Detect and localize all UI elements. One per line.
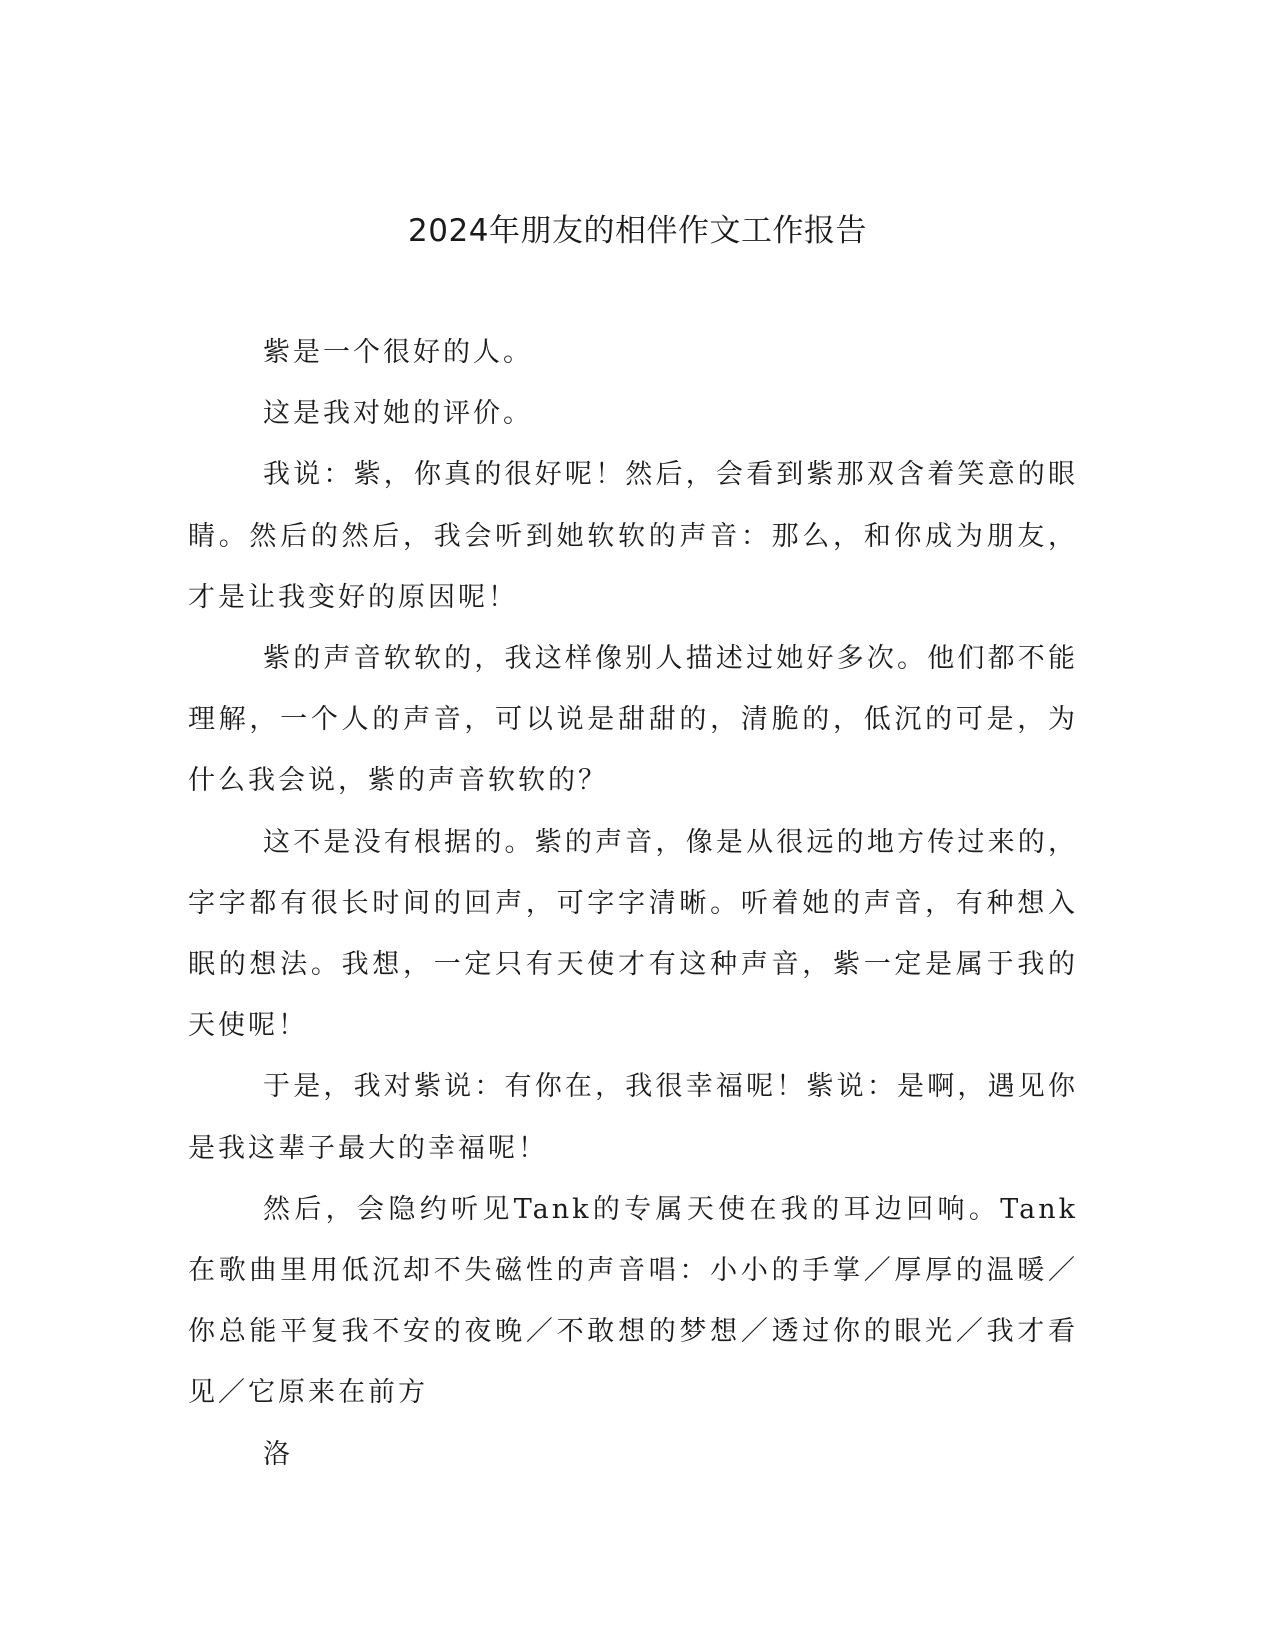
- paragraph-4: 紫的声音软软的，我这样像别人描述过她好多次。他们都不能理解，一个人的声音，可以说是甜甜的，清脆的，低沉的可是，为什么我会说，紫的声音软软的？: [188, 643, 1078, 797]
- paragraph-6: 于是，我对紫说：有你在，我很幸福呢！紫说：是啊，遇见你是我这辈子最大的幸福呢！: [188, 1071, 1078, 1164]
- paragraph-7: 然后，会隐约听见Tank的专属天使在我的耳边回响。Tank在歌曲里用低沉却不失磁性的声音唱：小小的手掌／厚厚的温暖／你总能平复我不安的夜晚／不敢想的梦想／透过你的眼光／我才看见／它原来在前方: [188, 1193, 1078, 1409]
- paragraph-5: 这不是没有根据的。紫的声音，像是从很远的地方传过来的，字字都有很长时间的回声，可字字清晰。听着她的声音，有种想入眠的想法。我想，一定只有天使才有这种声音，紫一定是属于我的天使呢！: [188, 826, 1078, 1042]
- paragraph-2: 这是我对她的评价。: [263, 398, 533, 430]
- paragraph-3: 我说：紫，你真的很好呢！然后，会看到紫那双含着笑意的眼睛。然后的然后，我会听到她软软的声音：那么，和你成为朋友，才是让我变好的原因呢！: [188, 459, 1078, 613]
- paragraph-8: 洛: [263, 1438, 293, 1470]
- paragraph-1: 紫是一个很好的人。: [263, 337, 533, 368]
- document-title: 2024年朋友的相伴作文工作报告: [408, 213, 867, 249]
- document-body: [188, 322, 1078, 1485]
